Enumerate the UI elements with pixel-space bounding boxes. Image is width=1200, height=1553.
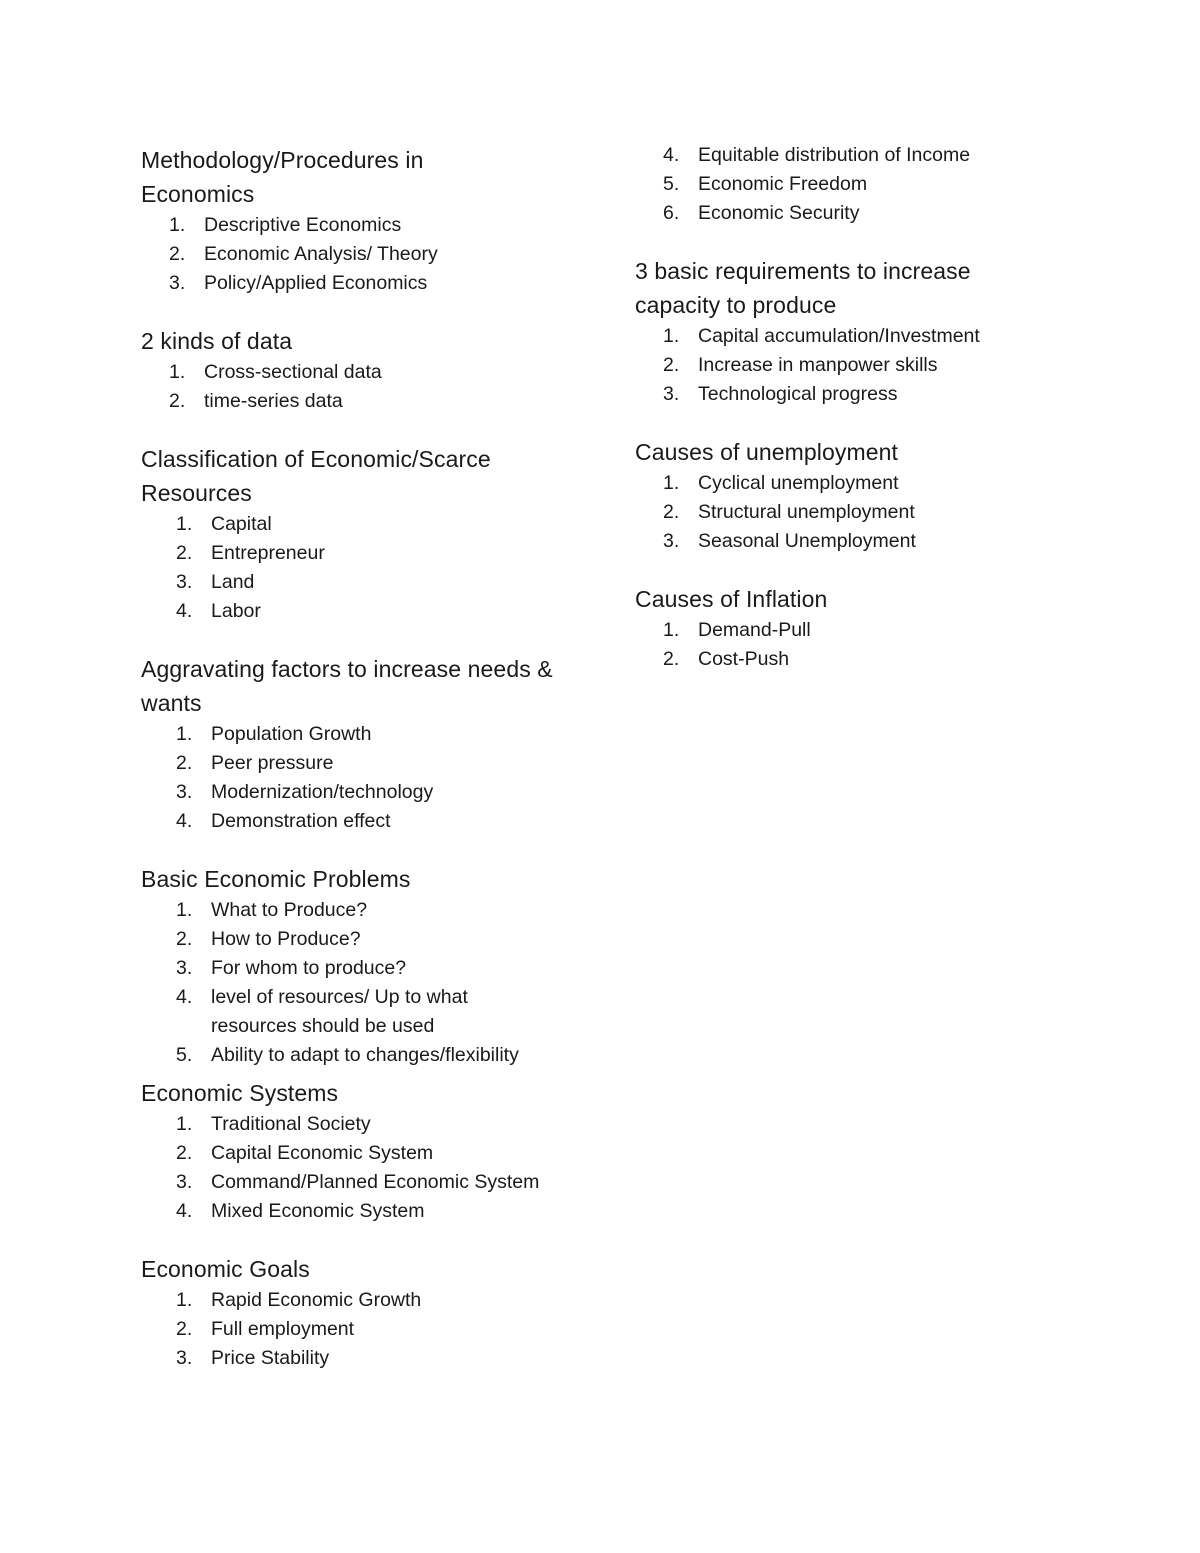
list-item: 4. Equitable distribution of Income	[663, 144, 971, 166]
list-item: 1. Rapid Economic Growth	[176, 1289, 422, 1311]
list-item: 3. Seasonal Unemployment	[663, 530, 916, 552]
list-item: 1. Traditional Society	[176, 1113, 371, 1135]
list-item: 4. Demonstration effect	[176, 810, 391, 832]
numbered-list	[141, 720, 601, 836]
list-item: 3. Command/Planned Economic System	[176, 1171, 540, 1193]
list-item: 3. For whom to produce?	[176, 957, 407, 979]
numbered-list-continued	[635, 141, 1105, 228]
section-heading: Causes of Inflation	[635, 586, 828, 612]
numbered-list	[141, 896, 601, 1070]
left-column	[141, 143, 601, 1373]
numbered-list	[141, 510, 601, 626]
section-kinds-of-data	[141, 324, 601, 416]
list-item: 2. Economic Analysis/ Theory	[169, 243, 438, 265]
list-item: 2. time-series data	[169, 390, 343, 412]
list-item: 4. level of resources/ Up to what resources should be used	[176, 986, 468, 1037]
list-item: 1. Cross-sectional data	[169, 361, 382, 383]
section-capacity-requirements	[635, 254, 1105, 409]
list-item: 2. Entrepreneur	[176, 542, 325, 564]
list-item: 2. Capital Economic System	[176, 1142, 434, 1164]
numbered-list	[141, 1286, 601, 1373]
list-item: 1. What to Produce?	[176, 899, 368, 921]
list-item: 3. Price Stability	[176, 1347, 330, 1369]
numbered-list	[141, 1110, 601, 1226]
section-economic-goals	[141, 1252, 601, 1373]
list-item: 5. Economic Freedom	[663, 173, 868, 195]
list-item: 6. Economic Security	[663, 202, 860, 224]
list-item: 1. Demand-Pull	[663, 619, 811, 641]
section-heading: Methodology/Procedures in Economics	[141, 147, 424, 207]
list-item: 2. Structural unemployment	[663, 501, 915, 523]
list-item: 4. Labor	[176, 600, 261, 622]
section-inflation-causes	[635, 582, 1105, 674]
list-item: 2. Peer pressure	[176, 752, 334, 774]
numbered-list	[141, 358, 601, 416]
section-methodology	[141, 143, 601, 298]
list-item: 1. Cyclical unemployment	[663, 472, 899, 494]
section-basic-problems	[141, 862, 601, 1070]
numbered-list	[635, 322, 1105, 409]
list-item: 3. Modernization/technology	[176, 781, 434, 803]
numbered-list	[635, 469, 1105, 556]
list-item: 3. Technological progress	[663, 383, 898, 405]
numbered-list	[635, 616, 1105, 674]
list-item: 2. Cost-Push	[663, 648, 790, 670]
list-item: 1. Capital	[176, 513, 272, 535]
list-item: 5. Ability to adapt to changes/flexibility	[176, 1044, 519, 1066]
section-aggravating-factors	[141, 652, 601, 836]
list-item: 4. Mixed Economic System	[176, 1200, 425, 1222]
list-item: 2. Full employment	[176, 1318, 355, 1340]
right-column	[635, 141, 1105, 674]
section-heading: Basic Economic Problems	[141, 866, 411, 892]
section-heading: Economic Goals	[141, 1256, 310, 1282]
section-unemployment-causes	[635, 435, 1105, 556]
numbered-list	[141, 211, 601, 298]
list-item: 1. Population Growth	[176, 723, 372, 745]
section-heading: 2 kinds of data	[141, 328, 293, 354]
list-item: 1. Capital accumulation/Investment	[663, 325, 980, 347]
list-item: 2. How to Produce?	[176, 928, 361, 950]
list-item: 1. Descriptive Economics	[169, 214, 402, 236]
list-item: 2. Increase in manpower skills	[663, 354, 938, 376]
section-heading: 3 basic requirements to increase capacity to produce	[635, 258, 971, 318]
section-heading: Classification of Economic/Scarce Resources	[141, 446, 491, 506]
section-heading: Causes of unemployment	[635, 439, 899, 465]
list-item: 3. Land	[176, 571, 255, 593]
section-heading: Economic Systems	[141, 1080, 339, 1106]
list-item: 3. Policy/Applied Economics	[169, 272, 428, 294]
section-economic-systems	[141, 1076, 601, 1226]
section-classification	[141, 442, 601, 626]
section-heading: Aggravating factors to increase needs & wants	[141, 656, 553, 716]
